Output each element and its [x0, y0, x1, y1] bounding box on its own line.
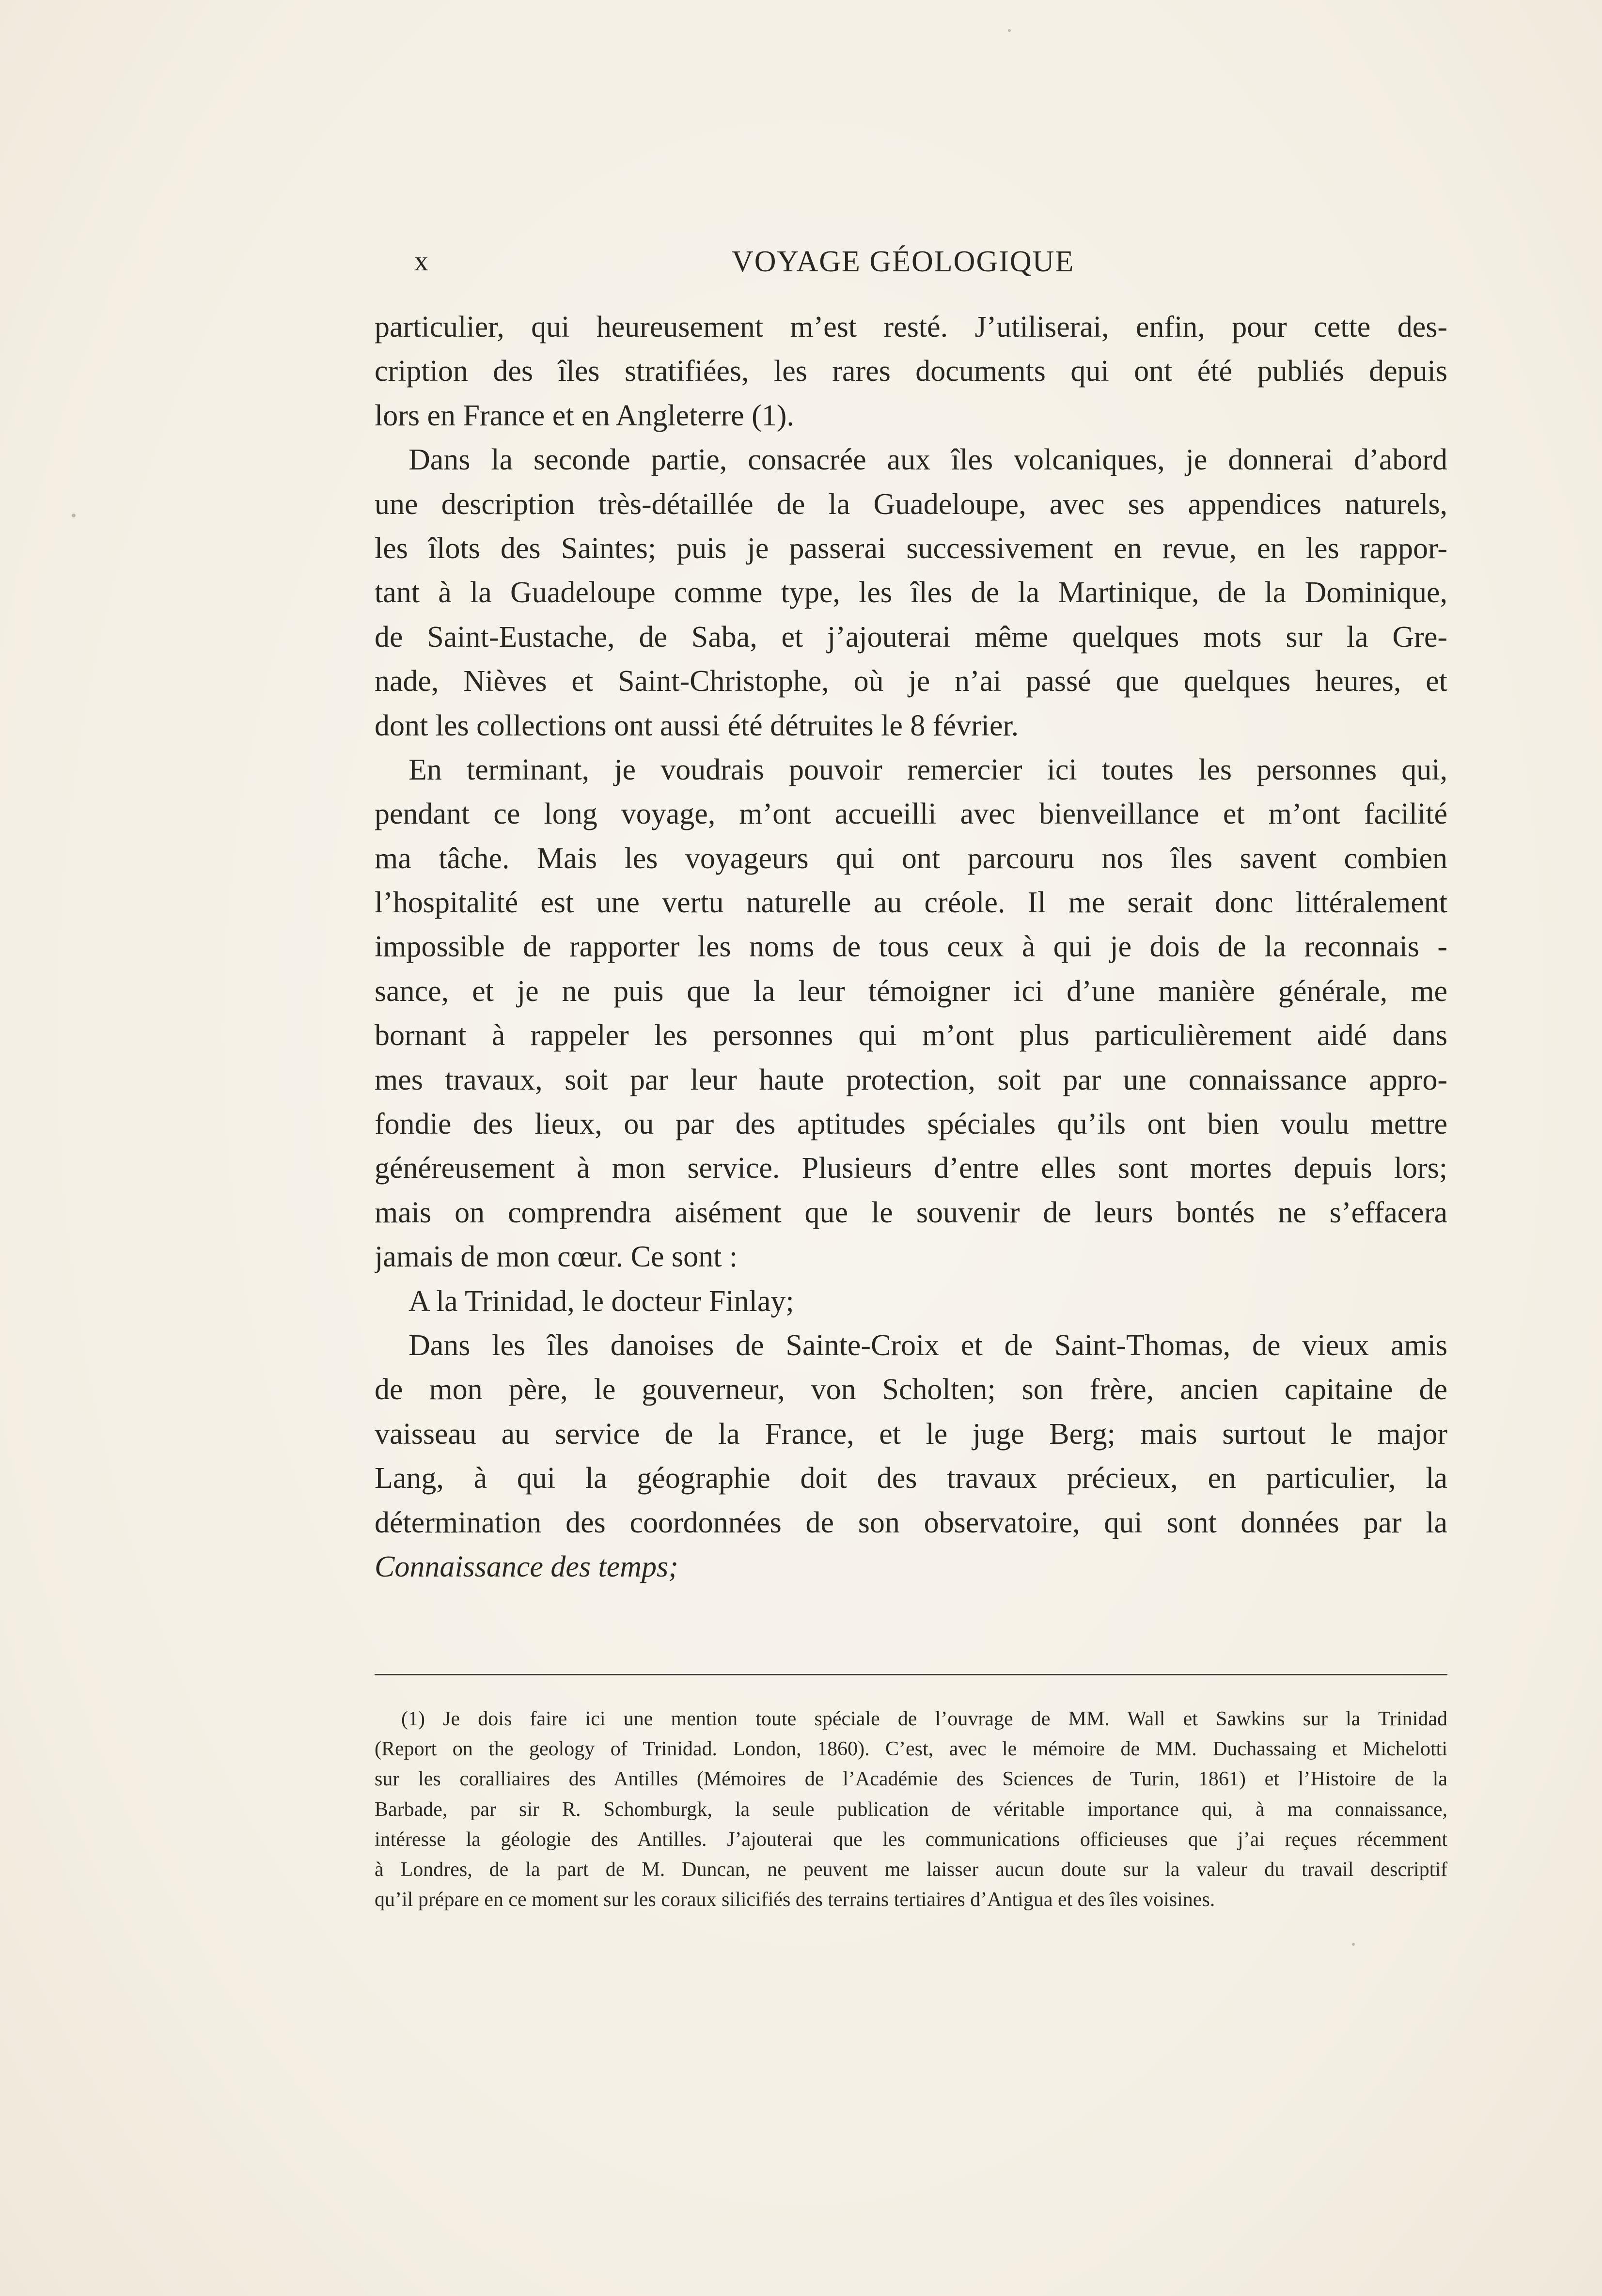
footnote-line: sur les coralliaires des Antilles (Mémoires de l’Académie des Sciences de Turin, 1861) et l’Histoire de la	[375, 1768, 1447, 1791]
footnote-line: Barbade, par sir R. Schomburgk, la seule publication de véritable importance qui, à ma connaissance,	[375, 1798, 1447, 1821]
footnote-rule	[375, 1674, 1447, 1675]
footnote-line: à Londres, de la part de M. Duncan, ne peuvent me laisser aucun doute sur la valeur du travail descriptif	[375, 1858, 1447, 1881]
body-text	[375, 305, 1447, 1589]
body-line: Lang, à qui la géographie doit des travaux précieux, en particulier, la	[375, 1462, 1447, 1495]
body-line: lors en France et en Angleterre (1).	[375, 399, 794, 432]
body-line: Dans la seconde partie, consacrée aux îles volcaniques, je donnerai d’abord	[408, 443, 1447, 477]
body-line: particulier, qui heureusement m’est resté. J’utiliserai, enfin, pour cette des-	[375, 311, 1447, 344]
footnote-line: (Report on the geology of Trinidad. London, 1860). C’est, avec le mémoire de MM. Duchassaing et Michelotti	[375, 1738, 1447, 1761]
body-line: de mon père, le gouverneur, von Scholten; son frère, ancien capitaine de	[375, 1373, 1447, 1406]
body-line: de Saint-Eustache, de Saba, et j’ajouterai même quelques mots sur la Gre-	[375, 620, 1447, 654]
body-line: A la Trinidad, le docteur Finlay;	[408, 1284, 794, 1318]
body-line: bornant à rappeler les personnes qui m’ont plus particulièrement aidé dans	[375, 1019, 1447, 1052]
body-line: tant à la Guadeloupe comme type, les îles de la Martinique, de la Dominique,	[375, 576, 1447, 609]
body-line: ma tâche. Mais les voyageurs qui ont parcouru nos îles savent combien	[375, 842, 1447, 875]
body-line: mes travaux, soit par leur haute protection, soit par une connaissance appro-	[375, 1063, 1447, 1096]
footnote-line: (1) Je dois faire ici une mention toute spéciale de l’ouvrage de MM. Wall et Sawkins sur la Trinidad	[401, 1708, 1447, 1730]
body-line: impossible de rapporter les noms de tous ceux à qui je dois de la reconnais -	[375, 930, 1447, 964]
paper-speck	[72, 514, 76, 517]
body-line: généreusement à mon service. Plusieurs d’entre elles sont mortes depuis lors;	[375, 1152, 1447, 1185]
body-line: pendant ce long voyage, m’ont accueilli avec bienveillance et m’ont facilité	[375, 797, 1447, 831]
body-line: une description très-détaillée de la Guadeloupe, avec ses appendices naturels,	[375, 487, 1447, 521]
body-line: l’hospitalité est une vertu naturelle au créole. Il me serait donc littéralement	[375, 886, 1447, 920]
body-line: fondie des lieux, ou par des aptitudes spéciales qu’ils ont bien voulu mettre	[375, 1108, 1447, 1141]
body-line: Dans les îles danoises de Sainte-Croix et de Saint-Thomas, de vieux amis	[408, 1328, 1447, 1362]
paper-speck	[1008, 29, 1011, 32]
paper-speck	[1352, 1943, 1355, 1946]
body-line: Connaissance des temps;	[375, 1550, 678, 1583]
body-line: détermination des coordonnées de son observatoire, qui sont données par la	[375, 1506, 1447, 1539]
body-line: vaisseau au service de la France, et le juge Berg; mais surtout le major	[375, 1417, 1447, 1451]
body-line: En terminant, je voudrais pouvoir remercier ici toutes les personnes qui,	[408, 753, 1447, 786]
body-line: les îlots des Saintes; puis je passerai successivement en revue, en les rappor-	[375, 531, 1447, 565]
body-line: sance, et je ne puis que la leur témoigner ici d’une manière générale, me	[375, 974, 1447, 1008]
body-line: nade, Nièves et Saint-Christophe, où je n’ai passé que quelques heures, et	[375, 665, 1447, 698]
page-number: x	[414, 245, 429, 277]
body-line: dont les collections ont aussi été détruites le 8 février.	[375, 709, 1019, 742]
running-head: VOYAGE GÉOLOGIQUE	[732, 245, 1075, 278]
footnote-line: qu’il prépare en ce moment sur les coraux silicifiés des terrains tertiaires d’Antigua et des îles voisines.	[375, 1889, 1215, 1911]
footnote-line: intéresse la géologie des Antilles. J’ajouterai que les communications officieuses que j’ai reçues récemment	[375, 1828, 1447, 1851]
body-line: cription des îles stratifiées, les rares documents qui ont été publiés depuis	[375, 355, 1447, 388]
body-line: mais on comprendra aisément que le souvenir de leurs bontés ne s’effacera	[375, 1196, 1447, 1229]
body-line: jamais de mon cœur. Ce sont :	[375, 1240, 738, 1274]
footnote	[375, 1704, 1447, 1915]
